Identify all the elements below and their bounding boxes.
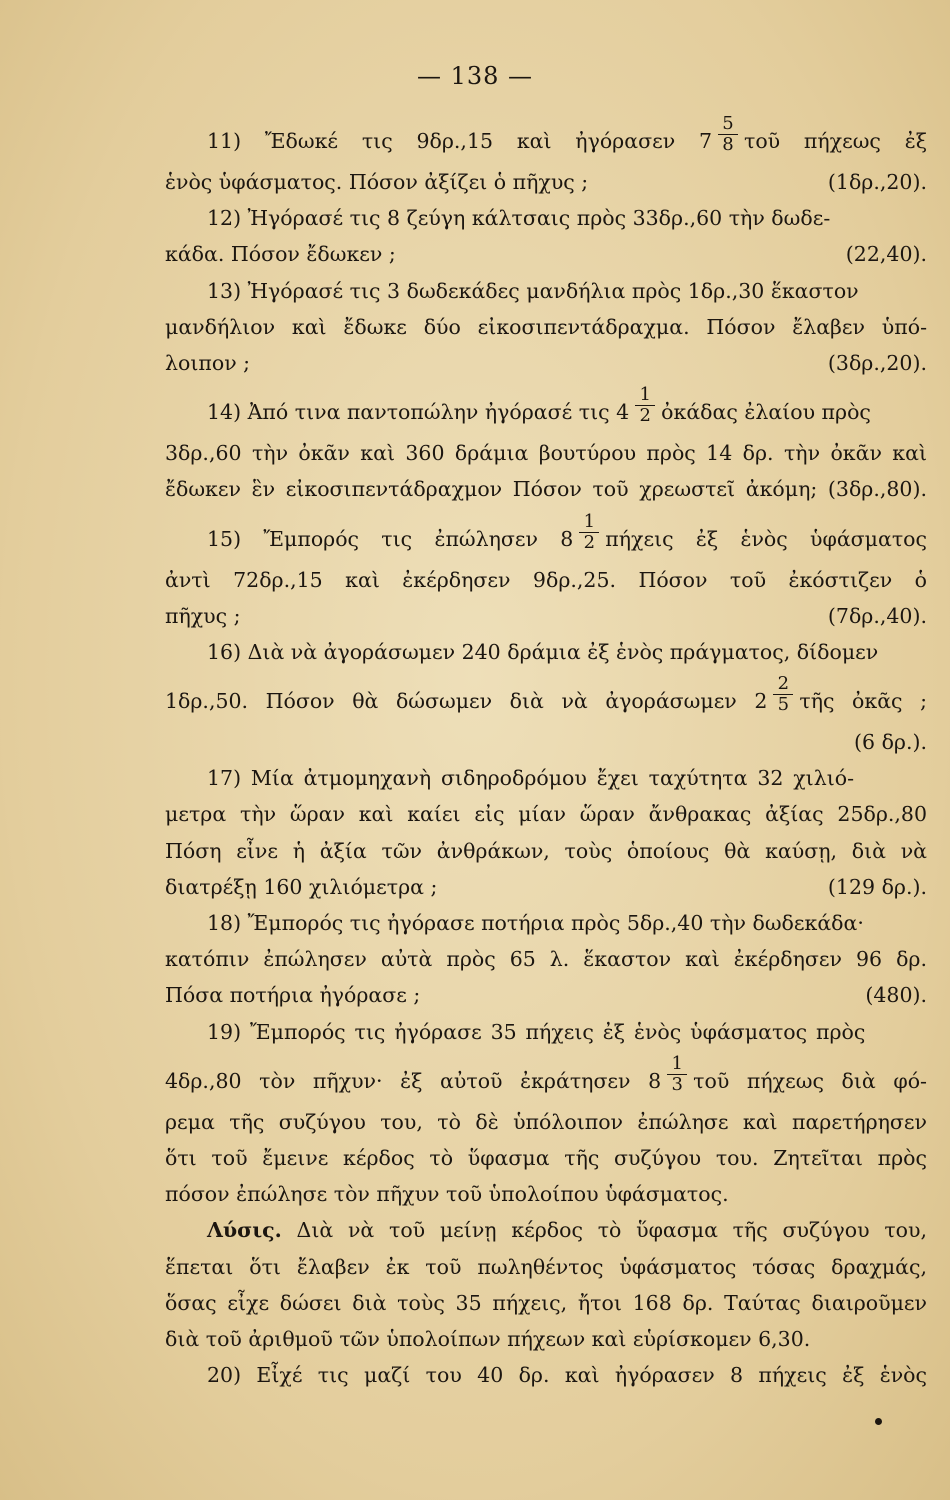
answer: (129 δρ.). <box>827 874 927 899</box>
page-number: — 138 — <box>416 62 534 90</box>
text-line: 1δρ.,50. Πόσον θὰ δώσωμεν διὰ νὰ ἀγοράσωμεν 2 $\frac{2}{5}$ τῆς ὀκᾶς ; <box>165 673 927 716</box>
text-line: κάδα. Πόσον ἔδωκεν ; (22,40). <box>165 236 927 272</box>
text-line: Πόσα ποτήρια ἠγόρασε ; (480). <box>165 977 927 1013</box>
text-line: Πόση εἶνε ἡ ἀξία τῶν ἀνθράκων, τοὺς ὁποίους θὰ καύσῃ, διὰ νὰ <box>165 838 927 863</box>
text-line: διατρέξῃ 160 χιλιόμετρα ; (129 δρ.). <box>165 869 927 905</box>
text-line: 12) Ἠγόρασέ τις 8 ζεύγη κάλτσαις πρὸς 33δρ.,60 τὴν δωδε- <box>207 206 831 231</box>
text-line: 11) Ἔδωκέ τις 9δρ.,15 καὶ ἠγόρασεν 7 $\frac{5}{8}$ τοῦ πήχεως ἐξ <box>207 113 927 155</box>
text-line: ὅτι τοῦ ἔμεινε κέρδος τὸ ὕφασμα τῆς συζύγου του. Ζητεῖται πρὸς <box>165 1145 927 1170</box>
answer: (7δρ.,40). <box>827 603 927 628</box>
text-line: ἑνὸς ὑφάσματος. Πόσον ἀξίζει ὁ πῆχυς ; (1δρ.,20). <box>165 164 927 200</box>
fraction: $\frac{1}{2}$ <box>579 512 599 553</box>
text-line: ὅσας εἶχε δώσει διὰ τοὺς 35 πήχεις, ἤτοι 168 δρ. Ταύτας διαιροῦμεν <box>165 1290 927 1315</box>
solution-heading: Λύσις. <box>207 1218 282 1243</box>
fraction: $\frac{1}{2}$ <box>635 385 655 426</box>
text-line: 14) Ἀπό τινα παντοπώλην ἠγόρασέ τις 4 $\frac{1}{2}$ ὀκάδας ἐλαίου πρὸς <box>207 384 871 427</box>
text-line: ἀντὶ 72δρ.,15 καὶ ἐκέρδησεν 9δρ.,25. Πόσον τοῦ ἐκόστιζεν ὁ <box>165 567 927 592</box>
text-line: διὰ τοῦ ἀριθμοῦ τῶν ὑπολοίπων πήχεων καὶ εὑρίσκομεν 6,30. <box>165 1326 811 1351</box>
text-line: ρεμα τῆς συζύγου του, τὸ δὲ ὑπόλοιπον ἐπώλησε καὶ παρετήρησεν <box>165 1109 927 1134</box>
text-line: πῆχυς ; (7δρ.,40). <box>165 598 927 634</box>
text-line: 20) Εἶχέ τις μαζί του 40 δρ. καὶ ἠγόρασεν 8 πήχεις ἐξ ἑνὸς <box>207 1363 927 1388</box>
answer: (480). <box>865 983 927 1008</box>
text-line: 3δρ.,60 τὴν ὀκᾶν καὶ 360 δράμια βουτύρου πρὸς 14 δρ. τὴν ὀκᾶν καὶ <box>165 441 927 466</box>
answer: (3δρ.,20). <box>827 350 927 375</box>
answer: (6 δρ.). <box>854 730 927 755</box>
text-line: 15) Ἔμπορός τις ἐπώλησεν 8 $\frac{1}{2}$ πήχεις ἐξ ἑνὸς ὑφάσματος <box>207 510 927 553</box>
page-text <box>165 110 927 1393</box>
answer: (1δρ.,20). <box>827 170 927 194</box>
text-line: 17) Μία ἀτμομηχανὴ σιδηροδρόμου ἔχει ταχύτητα 32 χιλιό- <box>207 766 855 791</box>
fraction: $\frac{2}{5}$ <box>773 674 793 715</box>
text-line: 13) Ἠγόρασέ τις 3 δωδεκάδες μανδήλια πρὸς 1δρ.,30 ἕκαστον <box>207 278 859 303</box>
fraction: $\frac{5}{8}$ <box>718 114 738 155</box>
fraction: $\frac{1}{3}$ <box>667 1054 687 1095</box>
text-line: μετρα τὴν ὥραν καὶ καίει εἰς μίαν ὥραν ἄνθρακας ἀξίας 25δρ.,80 <box>165 802 927 827</box>
text-line: 4δρ.,80 τὸν πῆχυν· ἐξ αὐτοῦ ἐκράτησεν 8 $\frac{1}{3}$ τοῦ πήχεως διὰ φό- <box>165 1052 927 1095</box>
text-line: ἔδωκεν ἓν εἰκοσιπεντάδραχμον Πόσον τοῦ χρεωστεῖ ἀκόμη; (3δρ.,80). <box>165 477 927 502</box>
text-line: 16) Διὰ νὰ ἀγοράσωμεν 240 δράμια ἐξ ἑνὸς πράγματος, δίδομεν <box>207 639 879 664</box>
text-line: μανδήλιον καὶ ἔδωκε δύο εἰκοσιπεντάδραχμα. Πόσον ἔλαβεν ὑπό- <box>165 314 927 339</box>
ink-spot <box>875 1418 882 1425</box>
text-line: Λύσις. Διὰ νὰ τοῦ μείνῃ κέρδος τὸ ὕφασμα τῆς συζύγου του, <box>207 1218 927 1243</box>
text-line: πόσον ἐπώλησε τὸν πῆχυν τοῦ ὑπολοίπου ὑφάσματος. <box>165 1182 729 1207</box>
text-line: κατόπιν ἐπώλησεν αὐτὰ πρὸς 65 λ. ἕκαστον καὶ ἐκέρδησεν 96 δρ. <box>165 947 927 972</box>
text-line: λοιπον ; (3δρ.,20). <box>165 345 927 381</box>
answer: (22,40). <box>845 242 927 267</box>
text-line: ἕπεται ὅτι ἔλαβεν ἐκ τοῦ πωληθέντος ὑφάσματος τόσας δραχμάς, <box>165 1254 927 1279</box>
text-line: 19) Ἔμπορός τις ἠγόρασε 35 πήχεις ἐξ ἑνὸς ὑφάσματος πρὸς <box>207 1019 866 1044</box>
text-line <box>165 724 927 760</box>
text-line: 18) Ἔμπορός τις ἠγόρασε ποτήρια πρὸς 5δρ.,40 τὴν δωδεκάδα· <box>207 911 864 935</box>
